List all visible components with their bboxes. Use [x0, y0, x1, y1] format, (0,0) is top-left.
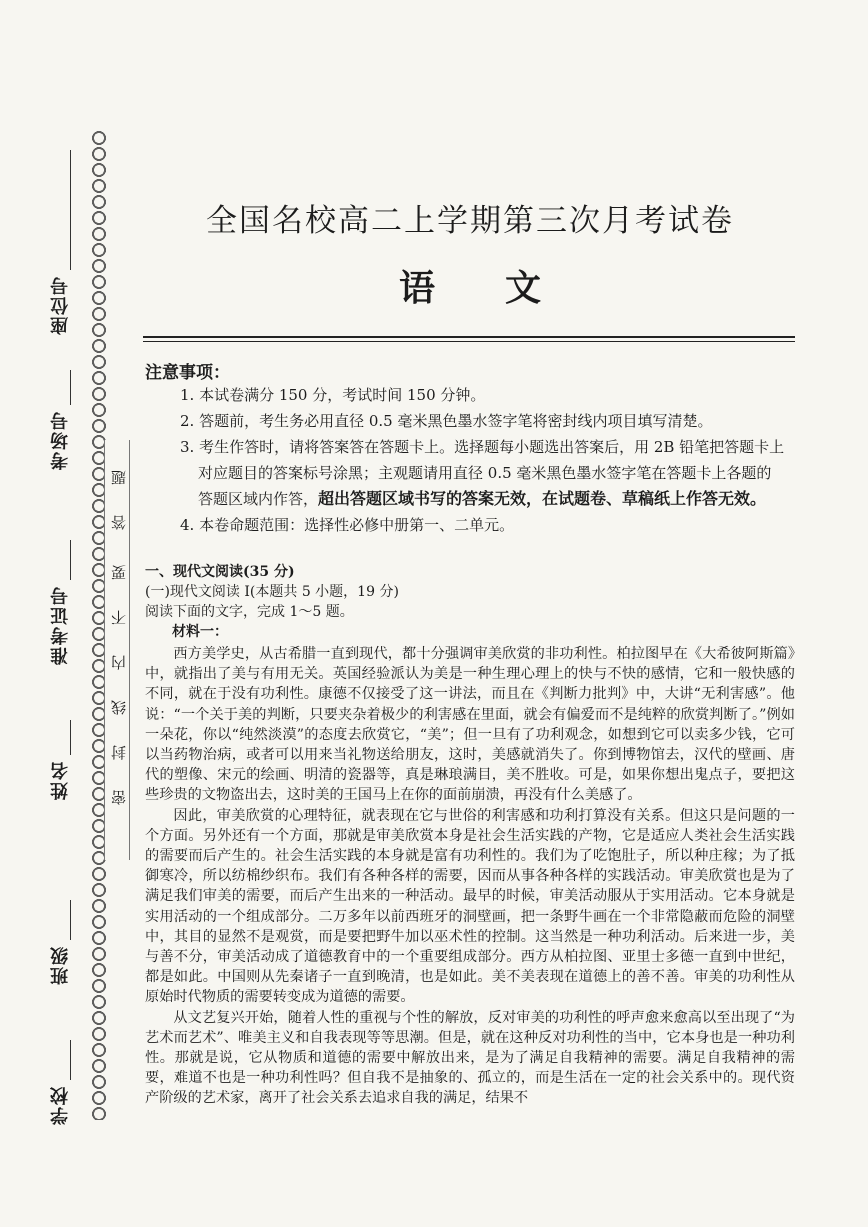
notice-item-3-cont: 对应题目的答案标号涂黑；主观题请用直径 0.5 毫米黑色墨水签字笔在答题卡上各题的: [198, 464, 772, 482]
seal-char: 线: [110, 700, 128, 715]
name-label: 姓名: [50, 760, 71, 800]
section-subheading: (一)现代文阅读 Ⅰ(本题共 5 小题，19 分): [145, 584, 399, 600]
passage-paragraph: 西方美学史，从古希腊一直到现代，都十分强调审美欣赏的非功利性。柏拉图早在《大希彼阿斯篇》中，就指出了美与有用无关。英国经验派认为美是一种生理心理上的快与不快的感情，它和一般快感的不同，就在于没有功利性。康德不仅接受了这一讲法，而且在《判断力批判》中，大讲“无利害感”。他说：“一个关于美的判断，只要夹杂着极少的利害感在里面，就会有偏爱而不是纯粹的欣赏判断了。”例如一朵花，你以“纯然淡漠”的态度去欣赏它，“美”；但一旦有了功利观念，如想到它可以卖多少钱，它可以当药物治病，或者可以用来当礼物送给朋友，这时，美感就消失了。你到博物馆去，汉代的壁画、唐代的塑像、宋元的绘画、明清的瓷器等，真是琳琅满目，美不胜收。可是，如果你想出鬼点子，要把这些珍贵的文物盗出去，这时美的王国马上在你的面前崩溃，再没有什么美感了。: [145, 646, 795, 804]
seal-char: 要: [110, 565, 128, 580]
exam-title: 全国名校高二上学期第三次月考试卷: [206, 203, 734, 239]
header-rule-thick: [143, 336, 795, 338]
seal-char: 不: [110, 610, 128, 625]
section-instruction: 阅读下面的文字，完成 1～5 题。: [145, 604, 354, 620]
binding-strip: [0, 0, 140, 1227]
seal-char: 封: [110, 745, 128, 760]
header-rule-thin: [143, 341, 795, 342]
seal-char: 内: [110, 655, 128, 670]
name-field-line: [70, 720, 71, 755]
reading-passage: [145, 644, 795, 1109]
class-field-line: [70, 900, 71, 940]
notice-title: 注意事项：: [145, 363, 230, 383]
seal-char: 密: [110, 790, 128, 805]
ticket-number-label: 准考证号: [50, 585, 71, 665]
notice-item-1: 1. 本试卷满分 150 分，考试时间 150 分钟。: [180, 386, 486, 404]
passage-paragraph: 因此，审美欣赏的心理特征，就表现在它与世俗的利害感和功利打算没有关系。但这只是问题的一个方面。另外还有一个方面，那就是审美欣赏本身是社会生活实践的产物，它是适应人类社会生活实践的需要而后产生的。社会生活实践的本身就是富有功利性的。我们为了吃饱肚子，所以种庄稼；为了抵御寒冷，所以纺棉纱织布。我们有各种各样的需要，因而从事各种各样的实践活动。审美欣赏也是为了满足我们审美的需要，而后产生出来的一种活动。最早的时候，审美活动服从于实用活动。它本身就是实用活动的一个组成部分。二万多年以前西班牙的洞壁画，把一条野牛画在一个非常隐蔽而危险的洞壁中，其目的显然不是观赏，而是要把野牛加以巫术性的控制。这当然是一种功利活动。后来进一步，美与善不分，审美活动成了道德教育中的一个重要组成部分。西方从柏拉图、亚里士多德一直到中世纪，都是如此。中国则从先秦诸子一直到晚清，也是如此。美不美表现在道德上的善不善。审美的功利性从原始时代物质的需要转变成为道德的需要。: [145, 807, 795, 1006]
notice-bold-warning: 超出答题区域书写的答案无效，在试题卷、草稿纸上作答无效。: [318, 489, 767, 508]
subject-title: 语文: [398, 267, 611, 309]
seat-number-label: 座位号: [50, 275, 71, 335]
material-label: 材料一：: [172, 624, 228, 640]
exam-room-field-line: [70, 370, 71, 405]
notice-item-4: 4. 本卷命题范围：选择性必修中册第一、二单元。: [180, 516, 515, 534]
notice-item-3-cont2: [198, 488, 808, 510]
section-heading: 一、现代文阅读(35 分): [145, 564, 295, 580]
seal-char: 答: [110, 515, 128, 530]
exam-room-label: 考场号: [50, 410, 71, 470]
notice-item-2: 2. 答题前，考生务必用直径 0.5 毫米黑色墨水签字笔将密封线内项目填写清楚。: [180, 412, 713, 430]
notice-item-3-tail: 答题区域内作答，: [198, 490, 319, 508]
seal-char: 题: [110, 470, 128, 485]
class-label: 班级: [50, 945, 71, 985]
ticket-number-field-line: [70, 540, 71, 580]
passage-paragraph: 从文艺复兴开始，随着人性的重视与个性的解放，反对审美的功利性的呼声愈来愈高以至出现了“为艺术而艺术”、唯美主义和自我表现等等思潮。但是，就在这种反对功利性的当中，它本身也是一种功利性。那就是说，它从物质和道德的需要中解放出来，是为了满足自我精神的需要。满足自我精神的需要，难道不也是一种功利性吗？但自我不是抽象的、孤立的，而是生活在一定的社会关系中的。现代资产阶级的艺术家，离开了社会关系去追求自我的满足，结果不: [145, 1009, 795, 1107]
school-label: 学校: [50, 1085, 71, 1125]
notice-item-3: 3. 考生作答时，请将答案答在答题卡上。选择题每小题选出答案后，用 2B 铅笔把答题卡上: [180, 438, 785, 456]
school-field-line: [70, 1040, 71, 1080]
seat-field-line: [70, 150, 71, 270]
